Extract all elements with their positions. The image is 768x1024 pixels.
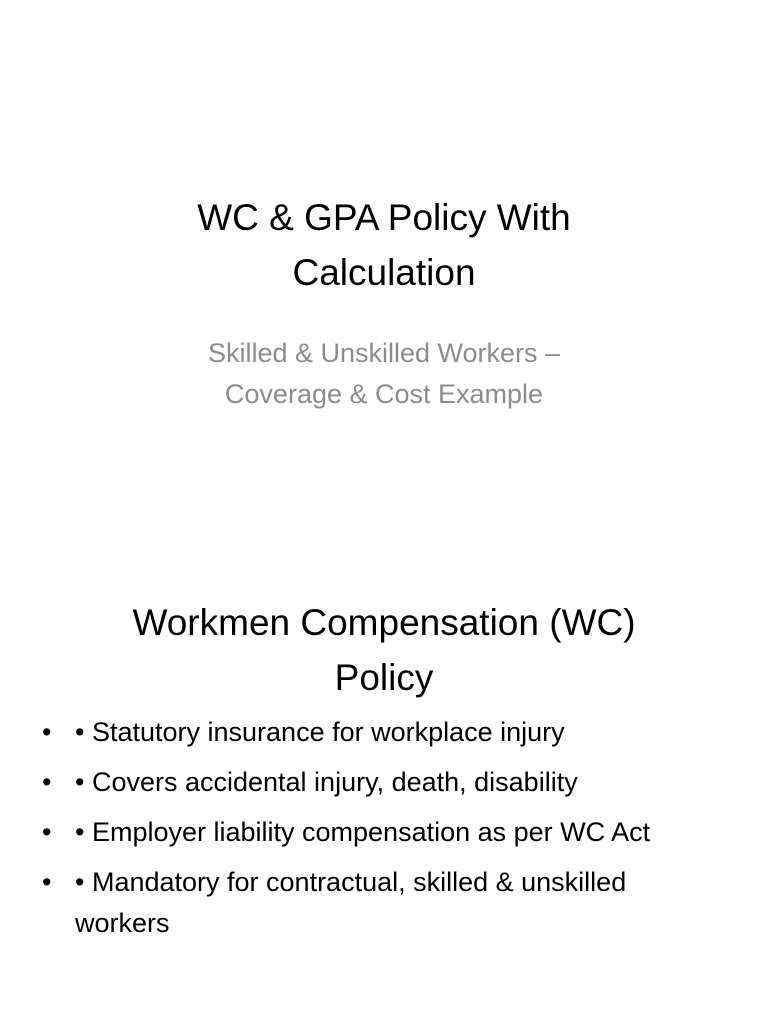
bullet-marker: • bbox=[42, 867, 52, 897]
wc-policy-slide bbox=[0, 560, 768, 1024]
bullet-item bbox=[42, 862, 722, 944]
bullet-marker: • bbox=[42, 767, 52, 797]
bullet-list bbox=[42, 712, 722, 953]
bullet-marker: • bbox=[42, 717, 52, 747]
section-title-line-2: Policy bbox=[334, 657, 434, 698]
subtitle-line-1: Skilled & Unskilled Workers – bbox=[207, 338, 561, 368]
slide-subtitle bbox=[60, 333, 708, 415]
title-line-1: WC & GPA Policy With bbox=[197, 197, 571, 238]
bullet-text: • Statutory insurance for workplace injury bbox=[75, 717, 565, 747]
title-line-2: Calculation bbox=[292, 252, 476, 293]
subtitle-line-2: Coverage & Cost Example bbox=[224, 379, 544, 409]
bullet-item bbox=[42, 762, 722, 803]
bullet-marker: • bbox=[42, 817, 52, 847]
bullet-text: • Covers accidental injury, death, disability bbox=[75, 767, 578, 797]
bullet-text: • Employer liability compensation as per WC Act bbox=[75, 817, 651, 847]
slide-title bbox=[60, 190, 708, 300]
section-title-line-1: Workmen Compensation (WC) bbox=[132, 602, 636, 643]
bullet-item bbox=[42, 812, 722, 853]
bullet-item bbox=[42, 712, 722, 753]
section-title bbox=[40, 595, 728, 705]
bullet-text: • Mandatory for contractual, skilled & unskilled workers bbox=[75, 867, 627, 938]
